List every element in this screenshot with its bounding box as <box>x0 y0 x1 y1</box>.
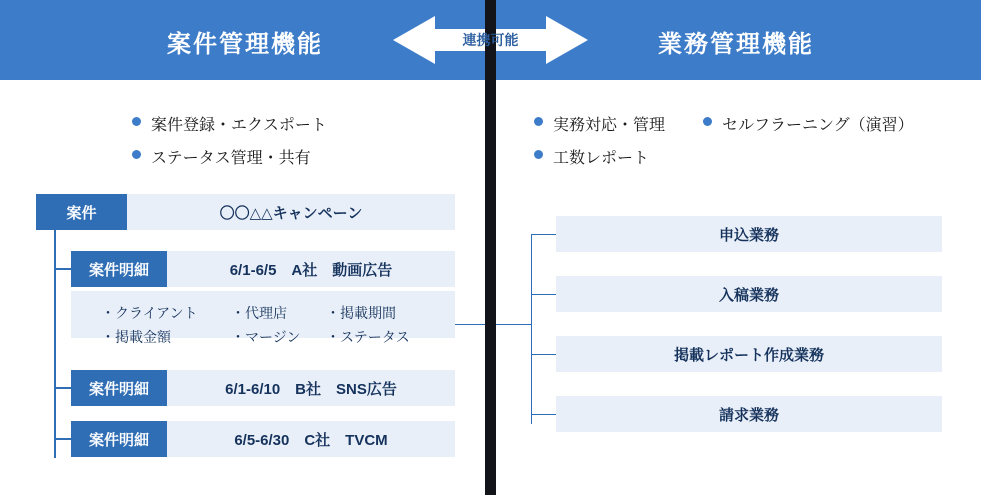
tree-trunk <box>54 230 56 458</box>
header-title-left: 案件管理機能 <box>167 31 323 58</box>
left-bullet-1-label: ステータス管理・共有 <box>151 150 311 167</box>
tree-branch-2 <box>54 438 71 440</box>
task-box-0[interactable]: 申込業務 <box>556 216 942 252</box>
task-box-2[interactable]: 掲載レポート作成業務 <box>556 336 942 372</box>
bullet-dot-icon <box>534 150 543 159</box>
case-value-box[interactable]: 〇〇△△キャンペーン <box>127 194 455 230</box>
left-bullet-1 <box>132 145 311 168</box>
task-box-3[interactable]: 請求業務 <box>556 396 942 432</box>
bullet-dot-icon <box>132 150 141 159</box>
right-tree-branch-2 <box>531 354 556 355</box>
right-bullet-2-label: 工数レポート <box>553 150 650 167</box>
left-bullet-0-label: 案件登録・エクスポート <box>151 117 327 134</box>
right-bullet-0 <box>534 112 665 135</box>
tree-branch-0 <box>54 268 71 270</box>
right-bullet-1 <box>703 112 914 135</box>
right-tree-branch-3 <box>531 414 556 415</box>
right-bullet-2 <box>534 145 649 168</box>
task-box-1[interactable]: 入稿業務 <box>556 276 942 312</box>
right-bullet-1-label: セルフラーニング（演習） <box>722 117 914 134</box>
case-detail-2-label[interactable]: 案件明細 <box>71 421 167 457</box>
attribute-amount: ・掲載金額 <box>101 329 171 345</box>
case-detail-0-value[interactable]: 6/1-6/5 A社 動画広告 <box>167 251 455 287</box>
right-bullet-0-label: 実務対応・管理 <box>553 117 666 134</box>
attribute-period: ・掲載期間 <box>326 305 396 321</box>
attribute-client: ・クライアント <box>101 305 198 321</box>
center-divider <box>485 0 496 495</box>
connector-arrow-label: 連携可能 <box>462 32 519 48</box>
tree-branch-1 <box>54 387 71 389</box>
bullet-dot-icon <box>534 117 543 126</box>
case-detail-0-label[interactable]: 案件明細 <box>71 251 167 287</box>
attribute-row-1 <box>71 325 455 349</box>
right-tree-trunk <box>531 234 532 424</box>
attribute-row-0 <box>71 301 455 325</box>
right-tree-branch-0 <box>531 234 556 235</box>
case-detail-1-value[interactable]: 6/1-6/10 B社 SNS広告 <box>167 370 455 406</box>
attribute-margin: ・マージン <box>231 329 301 345</box>
header-title-right: 業務管理機能 <box>658 31 814 58</box>
bullet-dot-icon <box>132 117 141 126</box>
case-detail-0-attributes <box>71 291 455 345</box>
case-detail-2-value[interactable]: 6/5-6/30 C社 TVCM <box>167 421 455 457</box>
connector-arrow <box>393 16 588 64</box>
case-label-box[interactable]: 案件 <box>36 194 127 230</box>
bullet-dot-icon <box>703 117 712 126</box>
right-tree-branch-1 <box>531 294 556 295</box>
case-detail-1-label[interactable]: 案件明細 <box>71 370 167 406</box>
attribute-status: ・ステータス <box>326 329 410 345</box>
left-bullet-0 <box>132 112 327 135</box>
attribute-agency: ・代理店 <box>231 305 287 321</box>
cross-link-right <box>496 324 532 325</box>
cross-link-left <box>455 324 485 325</box>
